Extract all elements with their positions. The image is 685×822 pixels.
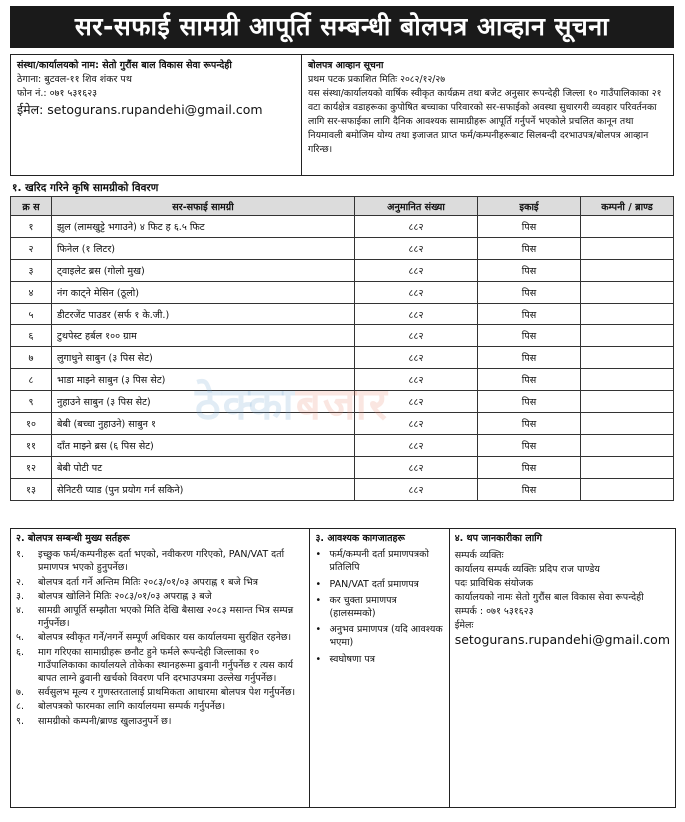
contact-phone: सम्पर्क : ०७१ ५३१६२३	[454, 606, 534, 617]
cell-unit: पिस	[478, 369, 581, 391]
doc-item	[315, 623, 443, 649]
contact-email-label: ईमेलः	[454, 620, 474, 631]
cell-brand	[581, 259, 674, 281]
cell-brand	[581, 456, 674, 478]
cell-item: टुथपेस्ट हर्बल १०० ग्राम	[52, 325, 355, 347]
cell-sn: १३	[11, 478, 52, 500]
table-row	[11, 216, 674, 238]
org-email: ईमेल: setogurans.rupandehi@gmail.com	[17, 102, 263, 117]
doc-text: कर चुक्ता प्रमाणपत्र (हालसम्मको)	[329, 594, 397, 620]
term-text: सामग्री आपूर्ति सम्झौता भएको मिति देखि बैसाख २०८३ मसान्त भित्र सम्पन्न गर्नुपर्नेछ।	[38, 605, 294, 630]
table-row	[11, 303, 674, 325]
contact-section	[450, 529, 675, 807]
cell-brand	[581, 237, 674, 259]
term-number: ९.	[16, 715, 24, 727]
cell-unit: पिस	[478, 281, 581, 303]
term-number: ४.	[16, 605, 24, 617]
cell-sn: ४	[11, 281, 52, 303]
table-row	[11, 237, 674, 259]
term-text: बोलपत्रको फारमका लागि कार्यालयमा सम्पर्क गर्नुपर्नेछ।	[38, 701, 226, 713]
cell-item: झुल (लामखुट्टे भगाउने) ४ फिट ह ६.५ फिट	[52, 216, 355, 238]
cell-unit: पिस	[478, 259, 581, 281]
table-header-row	[11, 197, 674, 216]
term-number: ७.	[16, 687, 24, 699]
notice-body: यस संस्था/कार्यालयको वार्षिक स्वीकृत कार्यक्रम तथा बजेट अनुसार रूपन्देही जिल्ला १० गाउँपालिकाका २१ वटा कार्यक्षेत्र वडाहरूका कुपोषित बच्चाका परिवारको सर-सफाईको अवस्था सुधारगरी व्यवहार परिवर्तनका लागि सर-सफाईका लागि दैनिक आवश्यक सामाग्रीहरू आपूर्ति गर्नुपर्ने भएकोले प्रचलित कानून तथा नियमावली बमोजिम योग्य तथा इजाजत प्राप्त फर्म/कम्पनीहरूबाट सिलबन्दी दरभाउपत्र/बोलपत्र आव्हान गरिन्छ।	[308, 88, 662, 155]
cell-qty: ८८२	[355, 391, 478, 413]
cell-qty: ८८२	[355, 281, 478, 303]
cell-item: भाडा माझ्ने साबुन (३ पिस सेट)	[52, 369, 355, 391]
banner-title: सर-सफाई सामग्री आपूर्ति सम्बन्धी बोलपत्र आव्हान सूचना	[10, 6, 674, 48]
term-text: बोलपत्र दर्ता गर्ने अन्तिम मितिः २०८३/०१/०३ अपराह्न १ बजे भित्र	[38, 576, 258, 588]
term-number: ८.	[16, 701, 24, 713]
bullet-icon: •	[315, 653, 322, 665]
cell-qty: ८८२	[355, 325, 478, 347]
cell-qty: ८८२	[355, 478, 478, 500]
contact-office: कार्यालयको नामः सेतो गुरौंस बाल विकास सेवा रूपन्देही	[454, 592, 644, 603]
term-item	[16, 646, 304, 686]
cell-qty: ८८२	[355, 259, 478, 281]
cell-brand	[581, 391, 674, 413]
table-row	[11, 281, 674, 303]
doc-item	[315, 653, 443, 666]
cell-item: ट्वाइलेट ब्रस (गोलो मुख)	[52, 259, 355, 281]
term-item	[16, 604, 304, 630]
cell-qty: ८८२	[355, 216, 478, 238]
cell-sn: ७	[11, 347, 52, 369]
cell-item: सेनिटरी प्याड (पुन प्रयोग गर्न सकिने)	[52, 478, 355, 500]
bullet-icon: •	[315, 549, 322, 561]
col-sn: क्र स	[11, 197, 52, 216]
cell-sn: ९	[11, 391, 52, 413]
term-text: सर्वसुलभ मूल्य र गुणस्तरतालाई प्राथमिकता आधारमा बोलपत्र पेश गर्नुपर्नेछ।	[38, 687, 296, 699]
cell-sn: १	[11, 216, 52, 238]
col-unit: इकाई	[478, 197, 581, 216]
cell-brand	[581, 478, 674, 500]
doc-text: फर्म/कम्पनी दर्ता प्रमाणपत्रको प्रतिलिपि	[329, 549, 429, 574]
cell-sn: १०	[11, 413, 52, 435]
cell-sn: ३	[11, 259, 52, 281]
cell-unit: पिस	[478, 413, 581, 435]
bullet-icon: •	[315, 594, 322, 606]
term-number: १.	[16, 549, 24, 561]
term-number: ६.	[16, 646, 24, 658]
cell-item: नंग काट्ने मेसिन (ठूलो)	[52, 281, 355, 303]
notice-title: बोलपत्र आव्हान सूचना	[308, 60, 384, 71]
bullet-icon: •	[315, 624, 322, 636]
col-brand: कम्पनी / ब्राण्ड	[581, 197, 674, 216]
term-item	[16, 631, 304, 644]
cell-qty: ८८२	[355, 237, 478, 259]
cell-qty: ८८२	[355, 413, 478, 435]
cell-brand	[581, 413, 674, 435]
contact-person-label: सम्पर्क व्यक्तिः	[454, 550, 504, 561]
org-info	[11, 55, 302, 175]
items-table	[10, 196, 674, 501]
cell-qty: ८८२	[355, 369, 478, 391]
doc-item	[315, 578, 443, 591]
cell-item: बेबी (बच्चा नुहाउने) साबुन १	[52, 413, 355, 435]
table-row	[11, 259, 674, 281]
doc-text: स्वघोषणा पत्र	[329, 653, 376, 665]
cell-unit: पिस	[478, 303, 581, 325]
cell-qty: ८८२	[355, 456, 478, 478]
term-number: २.	[16, 576, 24, 588]
cell-brand	[581, 325, 674, 347]
term-text: बोलपत्र स्वीकृत गर्ने/नगर्ने सम्पूर्ण अधिकार यस कार्यालयमा सुरक्षित रहनेछ।	[38, 632, 292, 644]
doc-text: अनुभव प्रमाणपत्र (यदि आवश्यक भएमा)	[329, 624, 443, 649]
notice-published: प्रथम पटक प्रकाशित मितिः २०८२/१२/२७	[308, 74, 446, 85]
cell-brand	[581, 303, 674, 325]
term-item	[16, 590, 304, 603]
col-item: सर-सफाई सामग्री	[52, 197, 355, 216]
contact-post: पदः प्राविधिक संयोजक	[454, 578, 534, 589]
cell-unit: पिस	[478, 325, 581, 347]
term-number: ५.	[16, 632, 24, 644]
table-row	[11, 369, 674, 391]
cell-unit: पिस	[478, 478, 581, 500]
cell-sn: ५	[11, 303, 52, 325]
cell-qty: ८८२	[355, 434, 478, 456]
cell-unit: पिस	[478, 347, 581, 369]
cell-sn: ६	[11, 325, 52, 347]
bullet-icon: •	[315, 578, 322, 590]
cell-brand	[581, 281, 674, 303]
table-row	[11, 391, 674, 413]
doc-text: PAN/VAT दर्ता प्रमाणपत्र	[329, 578, 419, 590]
term-item	[16, 576, 304, 589]
term-text: इच्छुक फर्म/कम्पनीहरू दर्ता भएको, नवीकरण गरिएको, PAN/VAT दर्ता प्रमाणपत्र भएको हुनुपर्नेछ।	[38, 549, 285, 574]
cell-item: नुहाउने साबुन (३ पिस सेट)	[52, 391, 355, 413]
cell-sn: १२	[11, 456, 52, 478]
cell-brand	[581, 216, 674, 238]
table-row	[11, 325, 674, 347]
org-name: संस्था/कार्यालयको नाम: सेतो गुरौंस बाल विकास सेवा रूपन्देही	[17, 60, 232, 71]
term-item	[16, 548, 304, 574]
cell-qty: ८८२	[355, 303, 478, 325]
cell-qty: ८८२	[355, 347, 478, 369]
cell-brand	[581, 434, 674, 456]
cell-sn: २	[11, 237, 52, 259]
cell-sn: ११	[11, 434, 52, 456]
watermark-logo: ठेक्काबजार	[195, 379, 389, 430]
cell-unit: पिस	[478, 434, 581, 456]
section1-title: १. खरिद गरिने कृषि सामग्रीको विवरण	[12, 182, 159, 194]
notice-page	[10, 6, 674, 501]
doc-item	[315, 548, 443, 574]
cell-brand	[581, 369, 674, 391]
table-row	[11, 478, 674, 500]
header-box	[10, 54, 674, 176]
org-phone: फोन नं.: ०७१ ५३१६२३	[17, 88, 98, 99]
cell-unit: पिस	[478, 391, 581, 413]
table-row	[11, 347, 674, 369]
term-text: माग गरिएका सामाग्रीहरू छनौट हुने फर्मले रूपन्देही जिल्लाका १० गाउँपालिकाका कार्यालयले तोकेका स्थानहरूमा ढुवानी गर्नुपर्नेछ र त्यस कार्य बापत लाग्ने ढुवानी खर्चको विवरण पनि दरभाउपत्रमा उल्लेख गर्नुपर्नेछ।	[38, 646, 293, 685]
cell-item: दाँत माझ्ने ब्रस (६ पिस सेट)	[52, 434, 355, 456]
term-item	[16, 700, 304, 713]
term-text: बोलपत्र खोलिने मितिः २०८३/०१/०३ अपराह्न ३ बजे	[38, 590, 212, 602]
cell-sn: ८	[11, 369, 52, 391]
org-address: ठेगाना: बुटवल-११ शिव शंकर पथ	[17, 74, 132, 85]
doc-item	[315, 594, 443, 620]
docs-section	[310, 529, 449, 807]
table-row	[11, 413, 674, 435]
term-item	[16, 686, 304, 699]
docs-title: ३. आवश्यक कागजातहरू	[315, 533, 405, 544]
notice-info	[302, 55, 673, 175]
col-qty: अनुमानित संख्या	[355, 197, 478, 216]
contact-person: कार्यालय सम्पर्क व्यक्तिः प्रदिप राज पाण्डेय	[454, 564, 600, 575]
terms-title: २. बोलपत्र सम्बन्धी मुख्य सर्तहरू	[16, 533, 130, 544]
term-number: ३.	[16, 590, 24, 602]
cell-brand	[581, 347, 674, 369]
contact-email: setogurans.rupandehi@gmail.com	[454, 632, 670, 647]
bottom-box	[10, 528, 676, 808]
cell-item: लुगाधुने साबुन (३ पिस सेट)	[52, 347, 355, 369]
cell-item: बेबी पोटी पट	[52, 456, 355, 478]
terms-section	[11, 529, 310, 807]
cell-unit: पिस	[478, 237, 581, 259]
cell-item: डीटरजेंट पाउडर (सर्फ १ के.जी.)	[52, 303, 355, 325]
term-item	[16, 715, 304, 728]
contact-title: ४. थप जानकारीका लागि	[454, 533, 542, 544]
cell-unit: पिस	[478, 216, 581, 238]
table-row	[11, 434, 674, 456]
table-row	[11, 456, 674, 478]
cell-item: फिनेल (१ लिटर)	[52, 237, 355, 259]
cell-unit: पिस	[478, 456, 581, 478]
term-text: सामग्रीको कम्पनी/ब्राण्ड खुलाउनुपर्ने छ।	[38, 715, 172, 727]
